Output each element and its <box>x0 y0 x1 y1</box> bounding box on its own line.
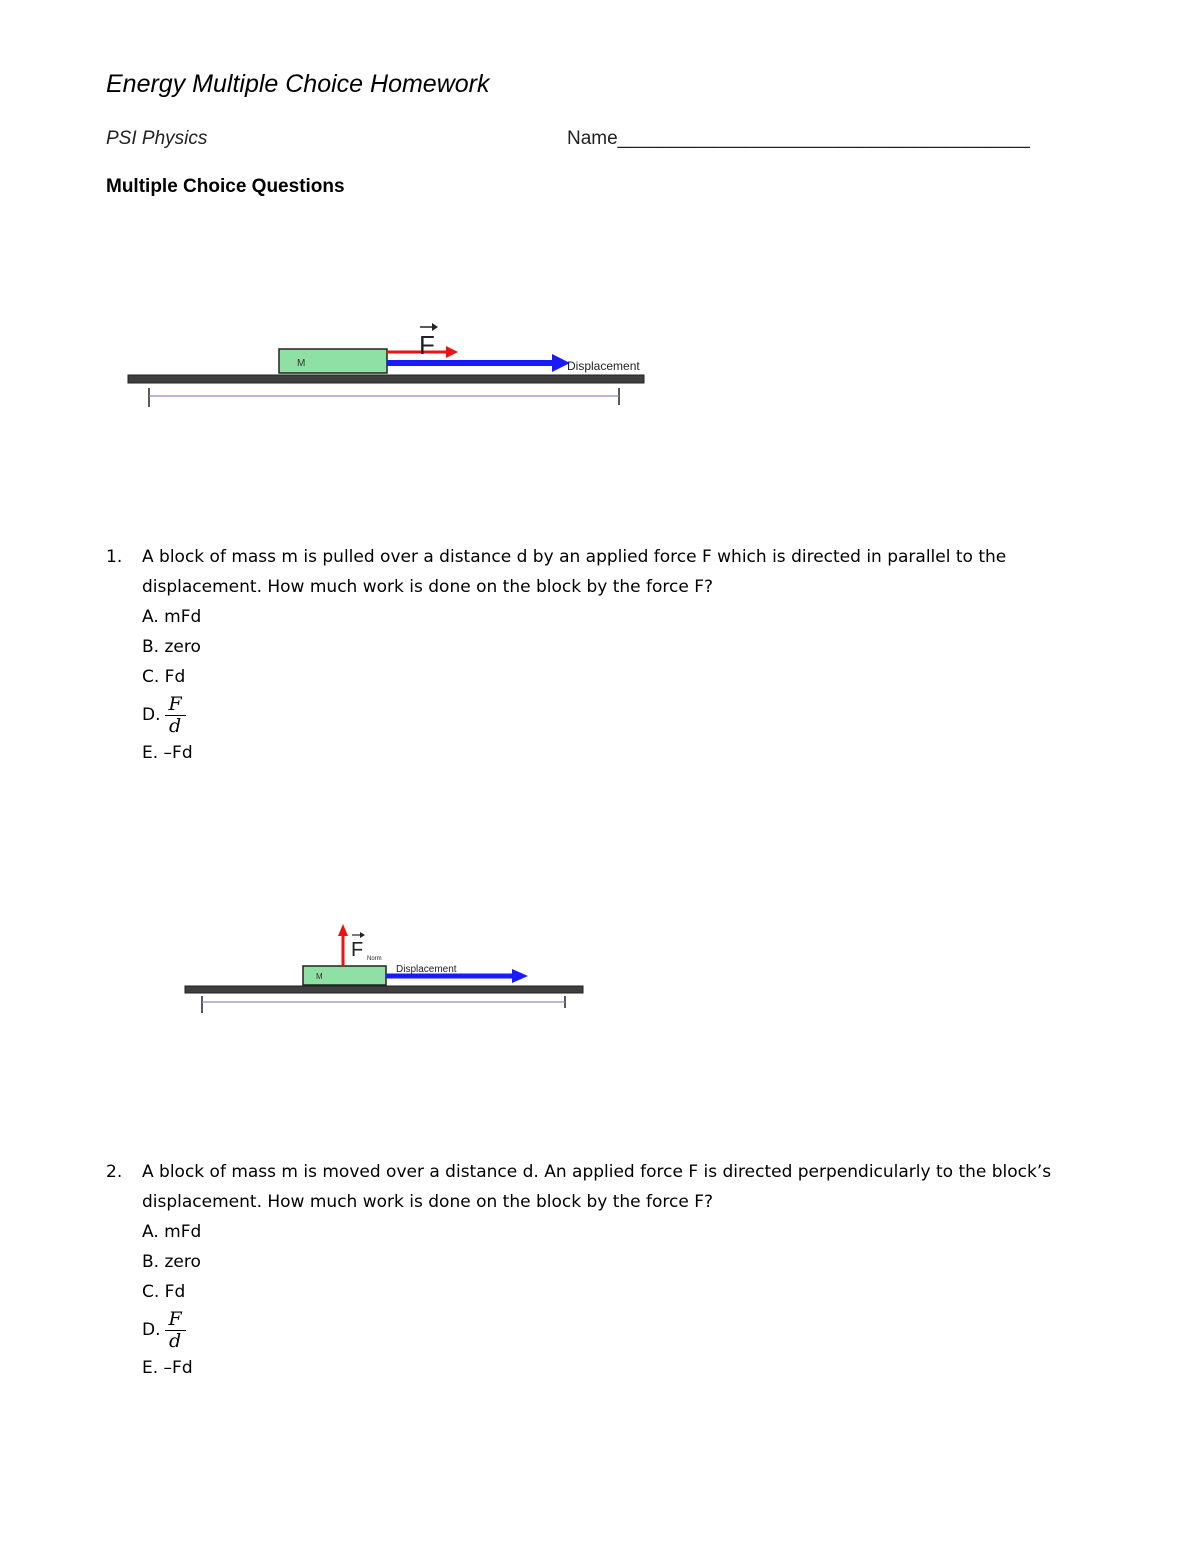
option-c[interactable]: C. Fd <box>142 667 186 687</box>
displacement-arrowhead <box>512 969 528 983</box>
section-heading: Multiple Choice Questions <box>106 176 345 197</box>
question-text-line: displacement. How much work is done on the block by the force F? <box>142 577 714 597</box>
fraction-numerator: F <box>165 694 186 716</box>
document-title: Energy Multiple Choice Homework <box>106 70 490 98</box>
displacement-label: Displacement <box>567 359 640 373</box>
question-stem <box>106 1157 1096 1217</box>
mass-label: M <box>297 358 306 369</box>
fraction-numerator: F <box>165 1309 186 1331</box>
force-arrowhead <box>338 924 348 936</box>
force-label: F <box>419 330 435 360</box>
course-label: PSI Physics <box>106 128 208 149</box>
option-b[interactable]: B. zero <box>142 1252 201 1272</box>
option-a[interactable]: A. mFd <box>142 607 202 627</box>
force-subscript: Norm <box>367 956 382 962</box>
option-e[interactable]: E. –Fd <box>142 743 193 763</box>
question-text-line: displacement. How much work is done on the block by the force F? <box>142 1192 714 1212</box>
fraction <box>165 1309 186 1352</box>
question-text-line: A block of mass m is pulled over a distance d by an applied force F which is directed in parallel to the <box>142 547 1007 567</box>
vector-arrowhead-icon <box>360 932 365 938</box>
name-field: Name_______________________________________ <box>567 128 1030 149</box>
force-label: F <box>351 939 364 961</box>
fraction-denominator: d <box>169 1329 182 1352</box>
option-e[interactable]: E. –Fd <box>142 1358 193 1378</box>
mass-label: M <box>316 972 323 981</box>
question-number: 1. <box>106 547 123 567</box>
option-c[interactable]: C. Fd <box>142 1282 186 1302</box>
option-d-label: D. <box>142 705 161 725</box>
option-a[interactable]: A. mFd <box>142 1222 202 1242</box>
option-d[interactable] <box>106 1307 1096 1353</box>
option-b[interactable]: B. zero <box>142 637 201 657</box>
fraction-denominator: d <box>169 714 182 737</box>
question-number: 2. <box>106 1162 123 1182</box>
question-text-line: A block of mass m is moved over a distance d. An applied force F is directed perpendicularly to the block’s <box>142 1162 1052 1182</box>
displacement-label: Displacement <box>396 964 457 975</box>
option-d-label: D. <box>142 1320 161 1340</box>
question-2 <box>106 1157 1096 1383</box>
surface-bar <box>185 986 583 993</box>
